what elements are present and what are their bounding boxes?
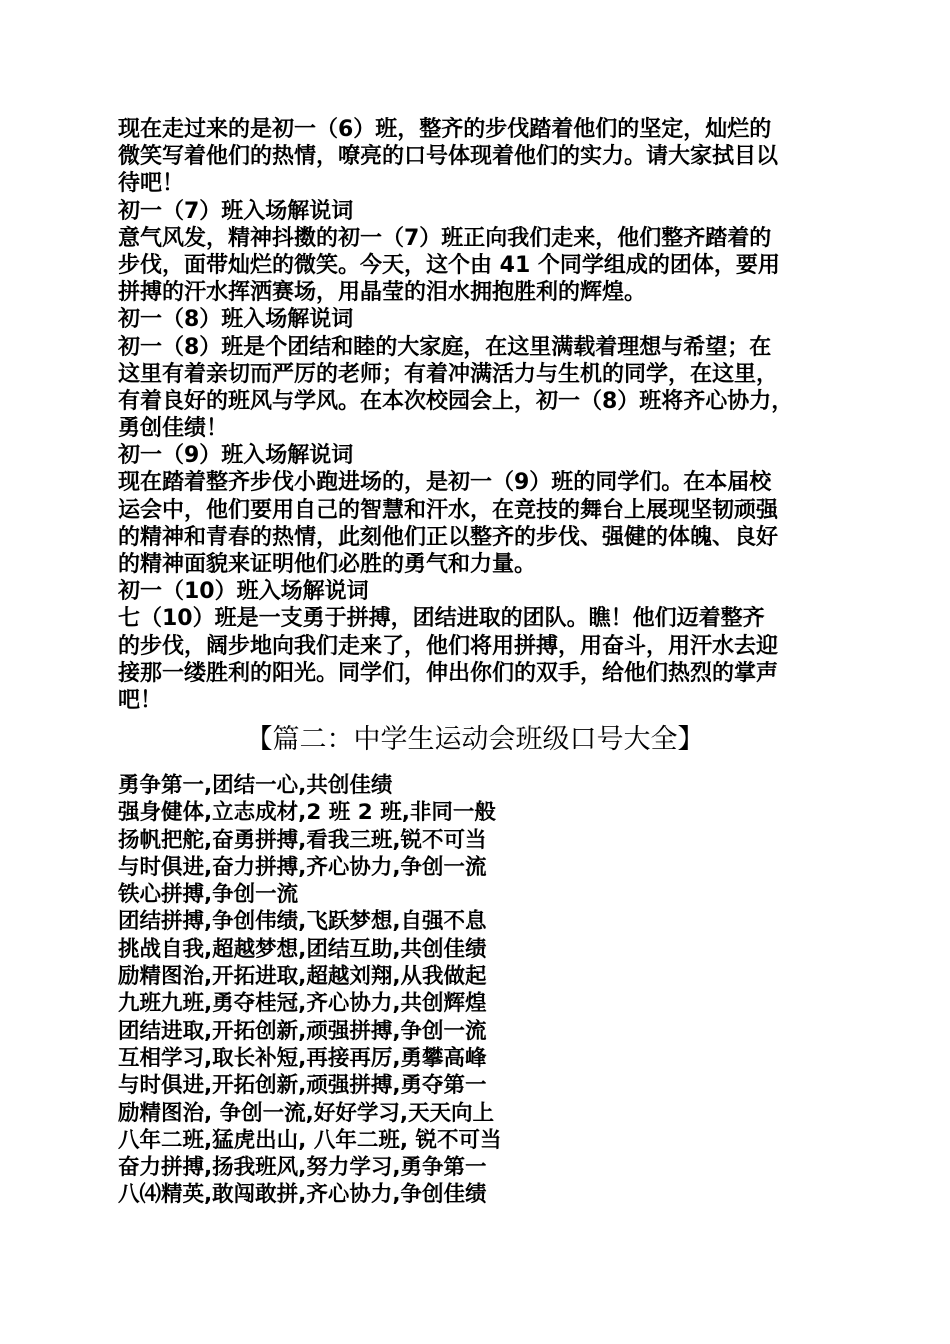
commentary-line: 的精神和青春的热情，此刻他们正以整齐的步伐、强健的体魄、良好	[118, 524, 779, 550]
commentary-line: 勇创佳绩！	[118, 416, 229, 442]
commentary-line: 运会中，他们要用自己的智慧和汗水，在竞技的舞台上展现坚韧顽强	[118, 497, 779, 523]
slogan-item: 铁心拼搏,争创一流	[118, 882, 299, 908]
commentary-line: 七（10）班是一支勇于拼搏，团结进取的团队。瞧！他们迈着整齐	[118, 606, 765, 632]
slogan-item: 扬帆把舵,奋勇拼搏,看我三班,锐不可当	[118, 827, 487, 853]
slogan-list	[118, 772, 678, 1209]
slogan-item: 八年二班,猛虎出山, 八年二班, 锐不可当	[118, 1127, 502, 1153]
commentary-heading: 初一（8）班入场解说词	[118, 307, 354, 333]
slogan-item: 强身健体,立志成材,2 班 2 班,非同一般	[118, 800, 496, 826]
slogan-item: 互相学习,取长补短,再接再厉,勇攀高峰	[118, 1045, 487, 1071]
slogan-item: 与时俱进,奋力拼搏,齐心协力,争创一流	[118, 854, 487, 880]
slogan-item: 励精图治,开拓进取,超越刘翔,从我做起	[118, 964, 487, 990]
commentary-line: 意气风发，精神抖擞的初一（7）班正向我们走来，他们整齐踏着的	[118, 225, 772, 251]
commentary-line: 现在走过来的是初一（6）班，整齐的步伐踏着他们的坚定，灿烂的	[118, 117, 772, 142]
commentary-line: 待吧！	[118, 171, 185, 197]
commentary-heading: 初一（10）班入场解说词	[118, 579, 369, 605]
slogan-item: 励精图治, 争创一流,好好学习,天天向上	[118, 1100, 494, 1126]
section-title: 【篇二：中学生运动会班级口号大全】	[245, 724, 705, 755]
slogan-item: 团结进取,开拓创新,顽强拼搏,争创一流	[118, 1018, 487, 1044]
slogan-item: 挑战自我,超越梦想,团结互助,共创佳绩	[118, 936, 487, 962]
slogan-item: 与时俱进,开拓创新,顽强拼搏,勇夺第一	[118, 1073, 487, 1099]
slogan-item: 奋力拼搏,扬我班风,努力学习,勇争第一	[118, 1155, 487, 1181]
commentary-line: 现在踏着整齐步伐小跑进场的，是初一（9）班的同学们。在本届校	[118, 470, 772, 496]
slogan-item: 团结拼搏,争创伟绩,飞跃梦想,自强不息	[118, 909, 487, 935]
commentary-line: 的步伐，阔步地向我们走来了，他们将用拼搏，用奋斗，用汗水去迎	[118, 633, 779, 659]
commentary-line: 的精神面貌来证明他们必胜的勇气和力量。	[118, 552, 537, 577]
slogan-item: 九班九班,勇夺桂冠,齐心协力,共创辉煌	[118, 991, 487, 1017]
commentary-line: 拼搏的汗水挥洒赛场，用晶莹的泪水拥抱胜利的辉煌。	[118, 280, 647, 306]
commentary-line: 步伐，面带灿烂的微笑。今天，这个由 41 个同学组成的团体，要用	[118, 252, 780, 278]
commentary-line: 有着良好的班风与学风。在本次校园会上，初一（8）班将齐心协力，	[118, 388, 794, 414]
slogan-item: 勇争第一,团结一心,共创佳绩	[118, 773, 393, 798]
commentary-heading: 初一（7）班入场解说词	[118, 198, 354, 224]
commentary-line: 初一（8）班是个团结和睦的大家庭，在这里满载着理想与希望；在	[118, 334, 772, 360]
commentary-line: 这里有着亲切而严厉的老师；有着冲满活力与生机的同学，在这里，	[118, 361, 779, 387]
commentary-heading: 初一（9）班入场解说词	[118, 443, 354, 469]
commentary-line: 吧！	[118, 687, 163, 713]
commentary-line: 微笑写着他们的热情，嘹亮的口号体现着他们的实力。请大家拭目以	[118, 144, 779, 170]
class-entrance-commentary	[118, 116, 838, 714]
slogan-item: 八⑷精英,敢闯敢拼,齐心协力,争创佳绩	[118, 1182, 487, 1208]
commentary-line: 接那一缕胜利的阳光。同学们，伸出你们的双手，给他们热烈的掌声	[118, 660, 779, 686]
